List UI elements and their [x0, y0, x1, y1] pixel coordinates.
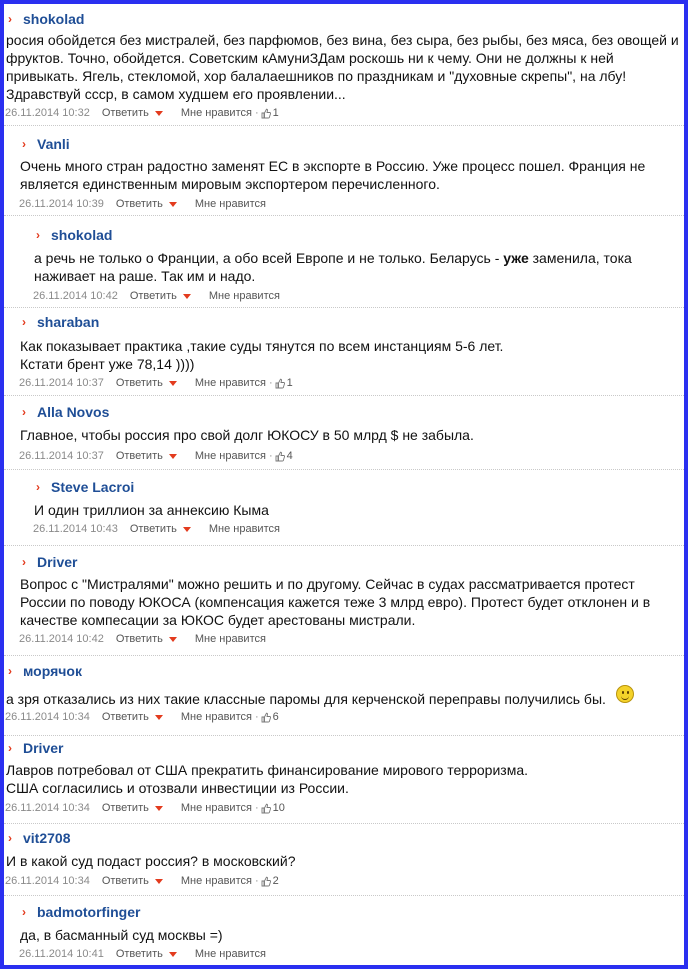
like-button[interactable]: Мне нравится [180, 802, 252, 814]
comment [4, 126, 684, 216]
reply-button[interactable]: Ответить [115, 948, 163, 960]
comment [4, 396, 684, 470]
comment-text: И один триллион за аннексию Кыма [34, 502, 269, 518]
comment-author[interactable]: Steve Lacroi [51, 479, 135, 495]
comment-text: Лавров потребовал от США прекратить финансирование мирового терроризма. США согласились и отозвали инвестиции из России. [6, 762, 529, 796]
comment-meta: 26.11.2014 10:37 Ответить Мне нравится · 1 [19, 377, 293, 389]
like-button[interactable]: Мне нравится [194, 377, 266, 389]
comment [4, 736, 684, 824]
comment-text: Главное, чтобы россия про свой долг ЮКОСУ в 50 млрд $ не забыла. [20, 427, 474, 443]
reply-button[interactable]: Ответить [115, 633, 163, 645]
comment [4, 546, 684, 656]
comment [4, 824, 684, 896]
thumb-up-icon[interactable] [261, 712, 271, 723]
thumb-up-icon[interactable] [261, 108, 271, 119]
comment-text: да, в басманный суд москвы =) [20, 927, 223, 943]
comment-date: 26.11.2014 10:42 [33, 290, 118, 302]
like-count: 2 [272, 875, 279, 887]
comment-author[interactable]: морячок [23, 663, 82, 679]
comment-author[interactable]: shokolad [51, 227, 113, 243]
like-button[interactable]: Мне нравится [194, 948, 266, 960]
thumb-up-icon[interactable] [275, 378, 285, 389]
comment-meta [19, 198, 266, 210]
comment-text: а зря отказались из них такие классныe паромы для керченской переправы получились бы. [6, 691, 606, 707]
comment-meta: 26.11.2014 10:32 Ответить Мне нравится · 1 [5, 107, 279, 119]
caret-down-icon[interactable] [155, 111, 163, 116]
comment-meta: 26.11.2014 10:34 Ответить Мне нравится · 6 [5, 711, 279, 723]
comment-date: 26.11.2014 10:41 [19, 948, 104, 960]
reply-button[interactable]: Ответить [129, 523, 177, 535]
comment-date: 26.11.2014 10:34 [5, 802, 90, 814]
comment-date: 26.11.2014 10:37 [19, 450, 104, 462]
reply-button[interactable]: Ответить [101, 711, 149, 723]
reply-button[interactable]: Ответить [115, 377, 163, 389]
caret-down-icon[interactable] [169, 454, 177, 459]
comment-author[interactable]: vit2708 [23, 830, 71, 846]
comment-date: 26.11.2014 10:34 [5, 711, 90, 723]
comment-meta: 26.11.2014 10:34 Ответить Мне нравится · 2 [5, 875, 279, 887]
like-button[interactable]: Мне нравится [194, 633, 266, 645]
like-button[interactable]: Мне нравится [180, 875, 252, 887]
comment-author[interactable]: sharaban [37, 314, 100, 330]
like-count: 1 [286, 377, 293, 389]
caret-down-icon[interactable] [155, 715, 163, 720]
caret-down-icon[interactable] [183, 294, 191, 299]
chevron-right-icon: › [8, 831, 12, 845]
chevron-right-icon: › [22, 555, 26, 569]
like-count: 10 [272, 802, 285, 814]
comment-date: 26.11.2014 10:32 [5, 107, 90, 119]
reply-button[interactable]: Ответить [101, 802, 149, 814]
comment-date: 26.11.2014 10:43 [33, 523, 118, 535]
like-button[interactable]: Мне нравится [208, 290, 280, 302]
comment-meta: 26.11.2014 10:34 Ответить Мне нравится · 10 [5, 802, 285, 814]
like-button[interactable]: Мне нравится [180, 107, 252, 119]
comment-author[interactable]: Driver [23, 740, 64, 756]
like-count: 6 [272, 711, 279, 723]
comment-meta [19, 633, 266, 645]
comment-author[interactable]: shokolad [23, 11, 85, 27]
chevron-right-icon: › [36, 480, 40, 494]
caret-down-icon[interactable] [169, 637, 177, 642]
reply-button[interactable]: Ответить [101, 107, 149, 119]
reply-button[interactable]: Ответить [115, 450, 163, 462]
like-count: 4 [286, 450, 293, 462]
comment-text: И в какой суд подаст россия? в московский? [6, 853, 296, 869]
reply-button[interactable]: Ответить [115, 198, 163, 210]
chevron-right-icon: › [8, 12, 12, 26]
reply-button[interactable]: Ответить [129, 290, 177, 302]
comment-text: Как показывает практика ,такие суды тянутся по всем инстанциям 5-6 лет. Кстати брент уже 78,14 )))) [20, 338, 504, 372]
caret-down-icon[interactable] [155, 879, 163, 884]
caret-down-icon[interactable] [169, 381, 177, 386]
like-button[interactable]: Мне нравится [194, 450, 266, 462]
comment-meta [33, 290, 280, 302]
chevron-right-icon: › [22, 405, 26, 419]
like-count: 1 [272, 107, 279, 119]
comment [4, 656, 684, 736]
like-button[interactable]: Мне нравится [208, 523, 280, 535]
comment-text: росия обойдется без мистралей, без парфюмов, без вина, без сыра, без рыбы, без мяса, без овощей и фруктов. Точно, обойдется. Советским кАмуниЗДам роскошь ни к чему. Они не должны к ней привыкать. Ягель, стекломой, хор балалаешников по праздникам и "духовные скрепы", на лбу! Здравствуй ссср, в самом худшем его проявлении... [6, 32, 679, 102]
caret-down-icon[interactable] [169, 952, 177, 957]
comment-date: 26.11.2014 10:34 [5, 875, 90, 887]
reply-button[interactable]: Ответить [101, 875, 149, 887]
smiley-icon [616, 685, 634, 703]
comment-text: Вопрос с "Мистралями" можно решить и по другому. Сейчас в судах рассматривается протест России по поводу ЮКОСА (компенсация кажется теже 3 млрд евро). Протест будет отклонен и в качестве компесации за ЮКОС будет арестованы мистрали. [20, 576, 651, 628]
comment [4, 8, 684, 126]
caret-down-icon[interactable] [183, 527, 191, 532]
comment [4, 308, 684, 396]
chevron-right-icon: › [8, 741, 12, 755]
chevron-right-icon: › [22, 315, 26, 329]
like-button[interactable]: Мне нравится [194, 198, 266, 210]
comment-author[interactable]: badmotorfinger [37, 904, 141, 920]
thumb-up-icon[interactable] [261, 876, 271, 887]
chevron-right-icon: › [22, 905, 26, 919]
comment [4, 216, 684, 308]
comment-date: 26.11.2014 10:37 [19, 377, 104, 389]
comment-meta [19, 948, 266, 960]
comment-text: а речь не только о Франции, а обо всей Европе и не только. Беларусь - уже заменила, тока наживает на раше. Так им и надо. [34, 250, 632, 284]
caret-down-icon[interactable] [169, 202, 177, 207]
chevron-right-icon: › [36, 228, 40, 242]
comment-author[interactable]: Alla Novos [37, 404, 110, 420]
chevron-right-icon: › [8, 664, 12, 678]
comment-author[interactable]: Vanli [37, 136, 70, 152]
comment [4, 896, 684, 969]
comment-text: Очень много стран радостно заменят ЕС в экспорте в Россию. Уже процесс пошел. Франция не является единственным мировым экспортером перечисленного. [20, 158, 646, 192]
comment-date: 26.11.2014 10:39 [19, 198, 104, 210]
comment [4, 470, 684, 546]
thumb-up-icon[interactable] [261, 803, 271, 814]
chevron-right-icon: › [22, 137, 26, 151]
like-button[interactable]: Мне нравится [180, 711, 252, 723]
caret-down-icon[interactable] [155, 806, 163, 811]
thumb-up-icon[interactable] [275, 451, 285, 462]
comment-meta: 26.11.2014 10:37 Ответить Мне нравится · 4 [19, 450, 293, 462]
comment-meta [33, 523, 280, 535]
comment-date: 26.11.2014 10:42 [19, 633, 104, 645]
comment-author[interactable]: Driver [37, 554, 78, 570]
